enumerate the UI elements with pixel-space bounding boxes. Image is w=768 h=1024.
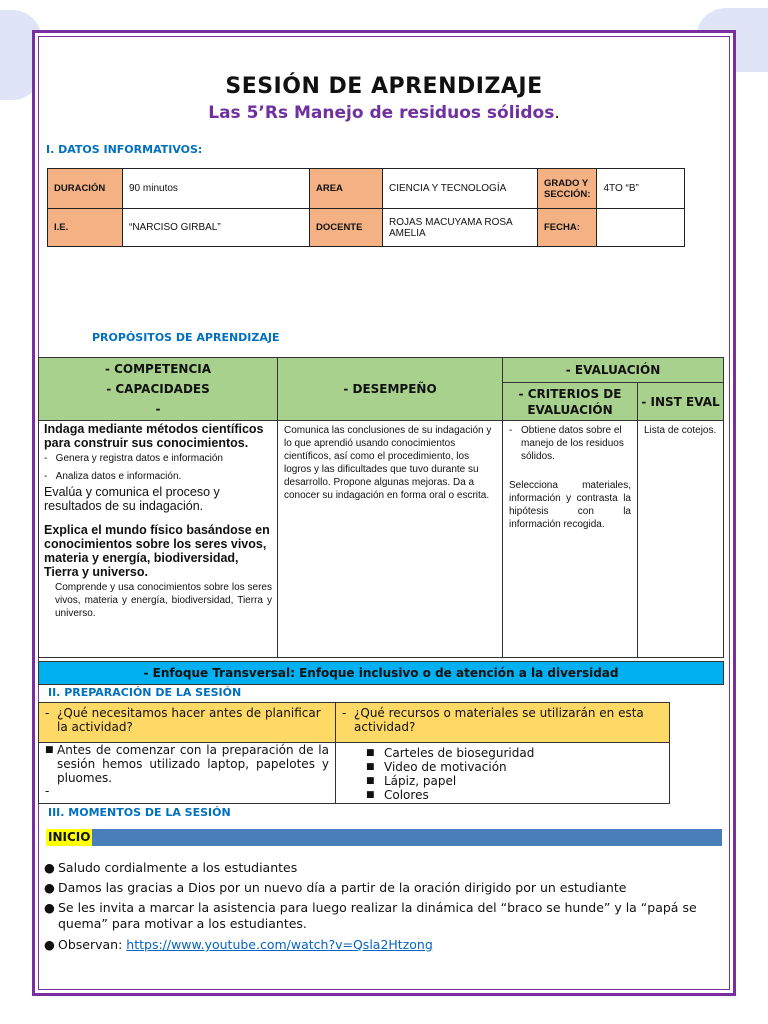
competencias-table xyxy=(38,357,724,658)
section-preparacion: II. PREPARACIÓN DE LA SESIÓN xyxy=(48,686,242,699)
criterios-cell: - Obtiene datos sobre el manejo de los residuos sólidos. Selecciona materiales, información y contrasta la hipótesis con la información recogida. xyxy=(503,421,638,658)
section-momentos: III. MOMENTOS DE LA SESIÓN xyxy=(48,806,231,819)
grado-value: 4TO “B” xyxy=(597,169,685,209)
inicio-bullet-1: ● Saludo cordialmente a los estudiantes xyxy=(44,860,298,875)
inicio-bar xyxy=(46,829,722,846)
document-subtitle: Las 5’Rs Manejo de residuos sólidos. xyxy=(208,103,560,123)
fecha-value xyxy=(597,209,685,247)
desempeno-cell: Comunica las conclusiones de su indagación y lo que aprendió usando conocimientos científicos, así como el procedimiento, los logros y las dificultades que tuvo durante su desarrollo. Propone algunas mejoras. Da a conocer su indagación en forma oral o escrita. xyxy=(278,421,503,658)
document-title: SESIÓN DE APRENDIZAJE xyxy=(225,74,543,99)
area-value: CIENCIA Y TECNOLOGÍA xyxy=(383,169,538,209)
area-label: AREA xyxy=(310,169,383,209)
enfoque-transversal: - Enfoque Transversal: Enfoque inclusivo o de atención a la diversidad xyxy=(38,661,724,685)
section-datos-informativos: I. DATOS INFORMATIVOS: xyxy=(46,143,203,156)
evaluacion-header: - EVALUACIÓN xyxy=(503,358,724,383)
competencias-cell: Indaga mediante métodos científicos para construir sus conocimientos. - Genera y registra datos e información - Analiza datos e información. Evalúa y comunica el proceso y resultados de su indagación. Explica el mundo físico basándose en conocimientos sobre los seres vivos, materia y energía, biodiversidad, Tierra y universo. Comprende y usa conocimientos sobre los seres vivos, materia y energía, biodiversidad, Tierra y universo. xyxy=(39,421,278,658)
ie-label: I.E. xyxy=(48,209,123,247)
fecha-label: FECHA: xyxy=(538,209,597,247)
info-table xyxy=(47,168,685,247)
preparacion-answer-1: ■ Antes de comenzar con la preparación de la sesión hemos utilizado laptop, papelotes y pluomes. - xyxy=(39,743,336,804)
inicio-bullet-3: ● Se les invita a marcar la asistencia para luego realizar la dinámica del “braco se hunde” y la “papá se quema” para motivar a los estudiantes. xyxy=(44,900,697,931)
duracion-label: DURACIÓN xyxy=(48,169,123,209)
duracion-value: 90 minutos xyxy=(123,169,310,209)
desempeno-header: - DESEMPEÑO xyxy=(278,358,503,421)
preparacion-table xyxy=(38,702,670,804)
competencia-header: - COMPETENCIA - CAPACIDADES - xyxy=(39,358,278,421)
propositos-heading: PROPÓSITOS DE APRENDIZAJE xyxy=(92,331,280,344)
inst-eval-header: - INST EVAL xyxy=(638,383,724,421)
inst-eval-cell: Lista de cotejos. xyxy=(638,421,724,658)
ie-value: “NARCISO GIRBAL” xyxy=(123,209,310,247)
preparacion-question-2: - ¿Qué recursos o materiales se utilizarán en esta actividad? xyxy=(336,703,670,743)
preparacion-question-1: - ¿Qué necesitamos hacer antes de planificar la actividad? xyxy=(39,703,336,743)
grado-label: GRADO Y SECCIÓN: xyxy=(538,169,597,209)
inicio-bullet-2: ● Damos las gracias a Dios por un nuevo día a partir de la oración dirigido por un estudiante xyxy=(44,880,627,895)
resources-list: ■ Carteles de bioseguridad ■ Video de motivación ■ Lápiz, papel ■ Colores xyxy=(336,743,670,804)
inicio-bullet-4: ● Observan: https://www.youtube.com/watch?v=Qsla2Htzong xyxy=(44,937,433,952)
docente-label: DOCENTE xyxy=(310,209,383,247)
docente-value: ROJAS MACUYAMA ROSA AMELIA xyxy=(383,209,538,247)
criterios-header: - CRITERIOS DE EVALUACIÓN xyxy=(503,383,638,421)
youtube-link[interactable]: https://www.youtube.com/watch?v=Qsla2Htzong xyxy=(126,937,433,952)
inicio-label: INICIO xyxy=(48,830,91,844)
